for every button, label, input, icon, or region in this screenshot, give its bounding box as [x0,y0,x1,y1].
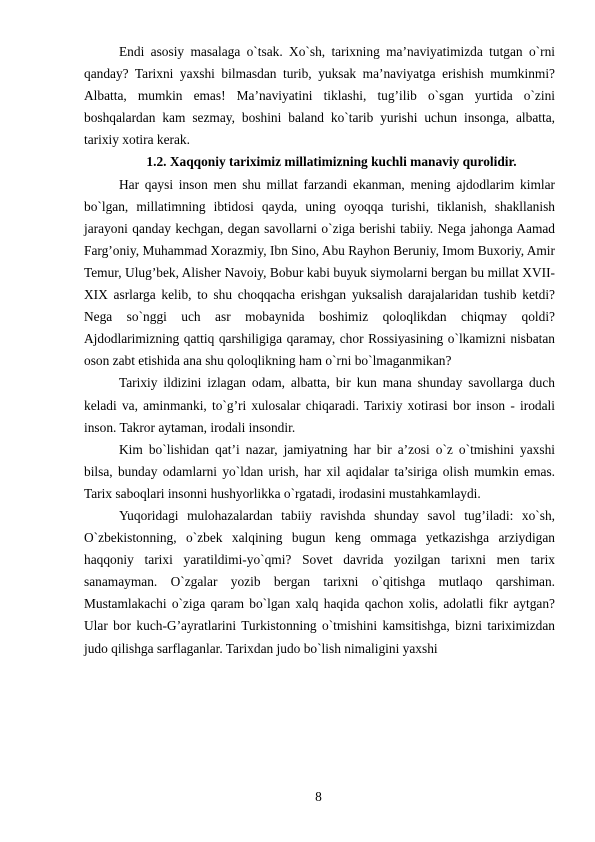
section-heading: 1.2. Xaqqoniy tariximiz millatimizning kuchli manaviy qurolidir. [146,154,517,170]
body-paragraph: Endi asosiy masalaga o`tsak. Xo`sh, tarixning ma’naviyatimizda tutgan o`rni qanday? Tarixni yaxshi bilmasdan turib, yuksak ma’naviyatga erishish mumkinmi? Albatta, mumkin emas! Ma’naviyatini tiklashi, tug’ilib o`sgan yurtida o`zini boshqalardan kam sezmay, boshini baland ko`tarib yurishi uchun insonga, albatta, tarixiy xotira kerak. [84,44,555,148]
body-paragraph: Tarixiy ildizini izlagan odam, albatta, bir kun mana shunday savollarga duch keladi va, aminmanki, to`g’ri xulosalar chiqaradi. Tarixiy xotirasi bor inson - irodali inson. Takror aytaman, irodali insondir. [84,375,555,435]
page-number: 8 [315,789,322,804]
document-page [84,41,555,660]
body-paragraph: Har qaysi inson men shu millat farzandi ekanman, mening ajdodlarim kimlar bo`lgan, millatimning ibtidosi qayda, uning oyoqqa turishi, tiklanish, shakllanish jarayoni qanday kechgan, degan savollarni o`ziga berishi tabiiy. Nega jahonga Aamad Farg’oniy, Muhammad Xorazmiy, Ibn Sino, Abu Rayhon Beruniy, Imom Buxoriy, Amir Temur, Ulug’bek, Alisher Navoiy, Bobur kabi buyuk siymolarni bergan bu millat XVII-XIX asrlarga kelib, to shu choqqacha erishgan yuksalish darajalaridan tushib ketdi? Nega so`nggi uch asr mobaynida boshimiz qoloqlikdan chiqmay qoldi? Ajdodlarimizning qattiq qarshiligiga qaramay, chor Rossiyasining o`lkamizni nisbatan oson zabt etishida ana shu qoloqlikning ham o`rni bo`lmaganmikan? [84,176,555,369]
body-paragraph: Kim bo`lishidan qat’i nazar, jamiyatning har bir a’zosi o`z o`tmishini yaxshi bilsa, bunday odamlarni yo`ldan urish, har xil aqidalar ta’siriga olish mumkin emas. Tarix saboqlari insonni hushyorlikka o`rgatadi, irodasini mustahkamlaydi. [84,441,555,501]
body-paragraph: Yuqoridagi mulohazalardan tabiiy ravishda shunday savol tug’iladi: xo`sh, O`zbekistonning, o`zbek xalqining bugun keng ommaga yetkazishga arziydigan haqqoniy tarixi yaratildimi-yo`qmi? Sovet davrida yozilgan tarixni men tarix sanamayman. O`zgalar yozib bergan tarixni o`qitishga mutlaqo qarshiman. Mustamlakachi o`ziga qaram bo`lgan xalq haqida qachon xolis, adolatli fikr aytgan? Ular bor kuch-G’ayratlarini Turkistonning o`tmishini kamsitishga, bizni tariximizdan judo qilishga sarflaganlar. Tarixdan judo bo`lish nimaligini yaxshi [84,507,555,656]
